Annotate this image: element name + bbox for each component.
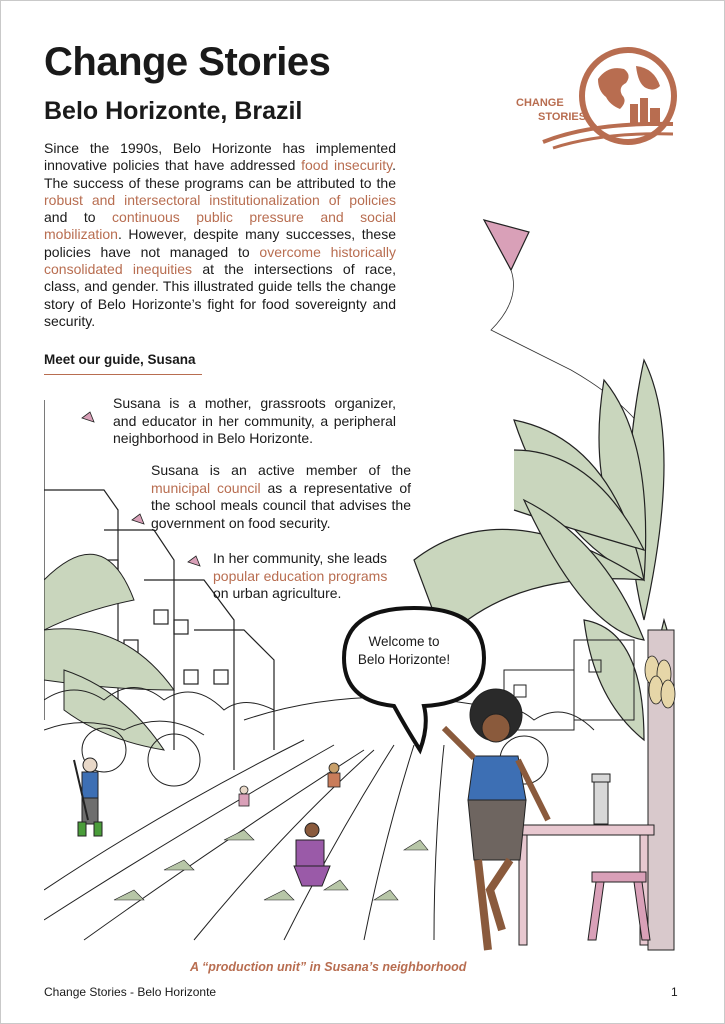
guide-paragraph-2: Susana is an active member of the municipal council as a representative of the school meals council that advises the government on food security. (151, 462, 412, 531)
speech-bubble (344, 608, 484, 750)
thermos (592, 774, 610, 824)
highlight-popular-education: popular education programs (213, 567, 388, 584)
table (514, 825, 654, 945)
page-subtitle: Belo Horizonte, Brazil (44, 97, 303, 125)
page-number: 1 (671, 985, 678, 999)
stool (588, 872, 650, 940)
highlight-food-insecurity: food insecurity (301, 157, 393, 174)
change-stories-logo (508, 44, 683, 154)
illustration-caption: A “production unit” in Susana’s neighborhood (190, 960, 467, 974)
highlight-municipal-council: municipal council (151, 479, 261, 496)
page-title: Change Stories (44, 40, 331, 84)
guide-paragraph-3: In her community, she leads popular education programs on urban agriculture. (213, 550, 388, 601)
footer-title: Change Stories - Belo Horizonte (44, 985, 217, 999)
logo-text-line2: STORIES (538, 111, 587, 123)
city-building (640, 98, 648, 126)
distant-workers (239, 763, 340, 806)
crouching-worker (294, 823, 330, 886)
farmer-with-hoe (74, 758, 102, 836)
highlight-inequities: overcome historically consolidated inequities (44, 243, 396, 278)
intro-paragraph: Since the 1990s, Belo Horizonte has implemented innovative policies that have addressed food insecurity. The success of these programs can be attributed to the robust and intersectoral institutionalization of policies and to continuous public pressure and social mobilization. However, despite many successes, these policies have not managed to overcome historically consolidated inequities at the intersections of race, class, and gender. This illustrated guide tells the change story of Belo Horizonte’s fight for food sovereignty and security. (44, 140, 397, 329)
highlight-social-mobilization: continuous public pressure and social mobilization (44, 209, 396, 243)
globe-continent-shape (598, 68, 629, 109)
small-kite-icon (188, 556, 200, 566)
left-banana-leaves (44, 554, 174, 750)
guide-paragraph-1: Susana is a mother, grassroots organizer, and educator in her community, a peripheral neighborhood in Belo Horizonte. (113, 395, 396, 446)
small-kite-icon (82, 412, 94, 422)
globe-continent-shape-2 (636, 66, 660, 90)
highlight-institutionalization: robust and intersectoral institutionalization of policies (44, 191, 396, 208)
logo-text-line1: CHANGE (516, 97, 564, 109)
susana-figure (444, 689, 548, 950)
speech-bubble-text: Welcome to Belo Horizonte! (357, 634, 451, 667)
small-kite-icon (132, 514, 144, 524)
guide-heading: Meet our guide, Susana (44, 352, 196, 367)
